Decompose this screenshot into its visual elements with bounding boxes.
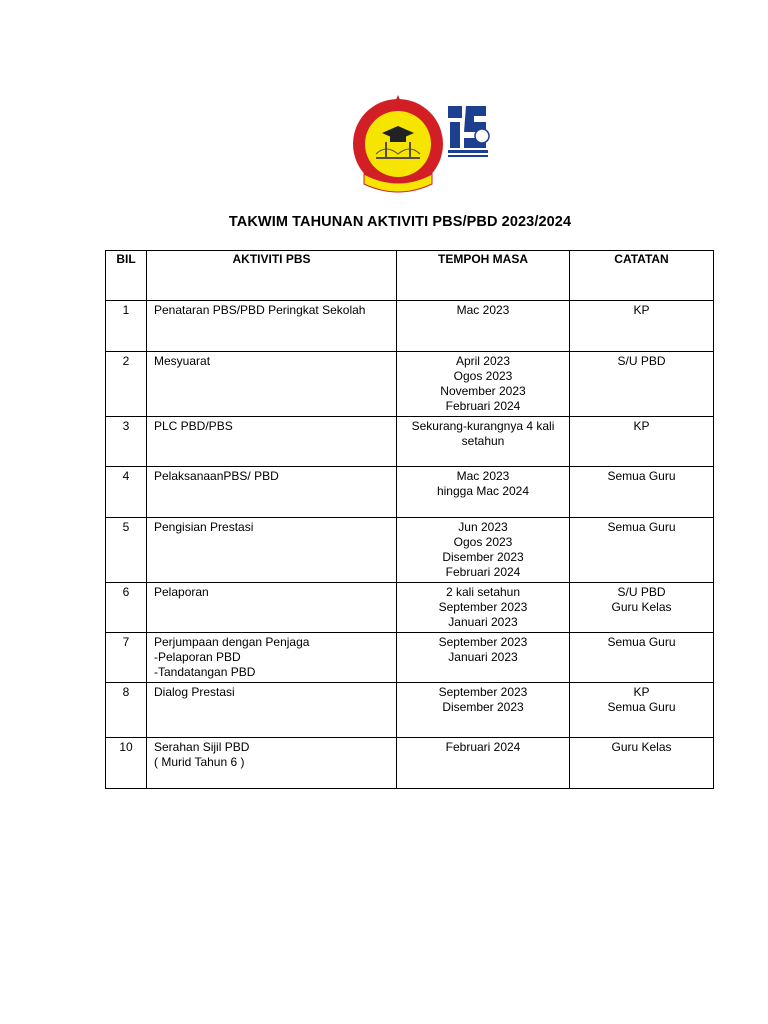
cell-tempoh	[397, 467, 570, 518]
cell-catatan-line: S/U PBD	[617, 354, 666, 368]
cell-aktiviti-line: PelaksanaanPBS/ PBD	[154, 469, 279, 483]
cell-aktiviti-line: Dialog Prestasi	[154, 685, 235, 699]
cell-catatan	[570, 467, 714, 518]
cell-tempoh-line: Februari 2024	[445, 565, 521, 579]
cell-tempoh	[397, 633, 570, 683]
header-catatan: CATATAN	[570, 251, 714, 301]
cell-tempoh-line: Sekurang-kurangnya 4 kali	[411, 419, 555, 433]
cell-catatan-line: Guru Kelas	[611, 600, 672, 614]
cell-bil: 1	[106, 301, 147, 352]
cell-catatan	[570, 683, 714, 738]
cell-catatan-line: KP	[633, 303, 650, 317]
cell-tempoh-line: Februari 2024	[445, 399, 521, 413]
cell-bil: 8	[106, 683, 147, 738]
cell-tempoh-line: Disember 2023	[442, 550, 524, 564]
cell-tempoh-line: hingga Mac 2024	[436, 484, 530, 498]
cell-tempoh	[397, 738, 570, 789]
cell-aktiviti-line: Pelaporan	[154, 585, 209, 599]
cell-aktiviti-line: PLC PBD/PBS	[154, 419, 233, 433]
cell-aktiviti-line: Penataran PBS/PBD Peringkat Sekolah	[154, 303, 366, 317]
cell-tempoh-line: Jun 2023	[458, 520, 508, 534]
header-bil: BIL	[106, 251, 147, 301]
cell-bil: 4	[106, 467, 147, 518]
cell-tempoh-line: September 2023	[438, 685, 528, 699]
cell-aktiviti	[147, 738, 397, 789]
cell-tempoh-line: September 2023	[438, 600, 528, 614]
cell-catatan	[570, 352, 714, 417]
cell-aktiviti	[147, 301, 397, 352]
header-aktiviti: AKTIVITI PBS	[147, 251, 397, 301]
table-row	[106, 633, 714, 683]
cell-aktiviti	[147, 583, 397, 633]
table-row	[106, 417, 714, 467]
cell-catatan-line: Semua Guru	[607, 700, 676, 714]
table-row	[106, 301, 714, 352]
cell-catatan-line: KP	[633, 685, 650, 699]
school-logo	[350, 92, 490, 198]
header-tempoh: TEMPOH MASA	[397, 251, 570, 301]
cell-catatan-line: Semua Guru	[607, 635, 676, 649]
cell-aktiviti	[147, 633, 397, 683]
table-row	[106, 352, 714, 417]
cell-tempoh-line: Ogos 2023	[453, 535, 513, 549]
cell-catatan-line: S/U PBD	[617, 585, 666, 599]
cell-tempoh-line: Disember 2023	[442, 700, 524, 714]
cell-bil: 6	[106, 583, 147, 633]
cell-tempoh-line: Mac 2023	[456, 469, 510, 483]
cell-tempoh-line: April 2023	[455, 354, 511, 368]
cell-tempoh	[397, 301, 570, 352]
cell-aktiviti-line: Mesyuarat	[154, 354, 211, 368]
cell-tempoh	[397, 583, 570, 633]
cell-aktiviti	[147, 683, 397, 738]
cell-aktiviti-line: Pengisian Prestasi	[154, 520, 254, 534]
cell-tempoh	[397, 518, 570, 583]
document-title: TAKWIM TAHUNAN AKTIVITI PBS/PBD 2023/2024	[228, 214, 572, 230]
cell-catatan	[570, 583, 714, 633]
cell-catatan	[570, 417, 714, 467]
cell-tempoh-line: Februari 2024	[445, 740, 521, 754]
cell-aktiviti-line: -Tandatangan PBD	[154, 665, 256, 679]
cell-aktiviti	[147, 518, 397, 583]
cell-catatan	[570, 518, 714, 583]
cell-tempoh	[397, 417, 570, 467]
cell-catatan	[570, 738, 714, 789]
table-row	[106, 683, 714, 738]
table-header-row	[106, 251, 714, 301]
cell-tempoh-line: Januari 2023	[448, 650, 518, 664]
cell-aktiviti-line: -Pelaporan PBD	[154, 650, 241, 664]
cell-tempoh	[397, 683, 570, 738]
cell-tempoh	[397, 352, 570, 417]
cell-catatan	[570, 301, 714, 352]
cell-aktiviti-line: Serahan Sijil PBD	[154, 740, 250, 754]
activity-table	[105, 250, 714, 789]
cell-aktiviti	[147, 352, 397, 417]
cell-tempoh-line: 2 kali setahun	[445, 585, 521, 599]
cell-bil: 7	[106, 633, 147, 683]
cell-aktiviti	[147, 467, 397, 518]
table-row	[106, 738, 714, 789]
cell-catatan-line: KP	[633, 419, 650, 433]
cell-tempoh-line: Januari 2023	[448, 615, 518, 629]
cell-tempoh-line: Ogos 2023	[453, 369, 513, 383]
cell-tempoh-line: Mac 2023	[456, 303, 510, 317]
cell-catatan	[570, 633, 714, 683]
crest-inner-icon	[365, 111, 431, 177]
cell-tempoh-line: November 2023	[440, 384, 526, 398]
cell-tempoh-line: setahun	[461, 434, 505, 448]
cell-bil: 2	[106, 352, 147, 417]
table-row	[106, 467, 714, 518]
cell-catatan-line: Semua Guru	[607, 520, 676, 534]
badge-logo	[448, 106, 489, 157]
cell-bil: 5	[106, 518, 147, 583]
table-row	[106, 583, 714, 633]
header-logos	[350, 92, 490, 198]
cell-catatan-line: Semua Guru	[607, 469, 676, 483]
table-row	[106, 518, 714, 583]
cell-tempoh-line: September 2023	[438, 635, 528, 649]
cell-aktiviti	[147, 417, 397, 467]
cell-catatan-line: Guru Kelas	[611, 740, 672, 754]
cell-aktiviti-line: ( Murid Tahun 6 )	[154, 755, 245, 769]
cell-aktiviti-line: Perjumpaan dengan Penjaga	[154, 635, 310, 649]
cell-bil: 10	[106, 738, 147, 789]
cell-bil: 3	[106, 417, 147, 467]
